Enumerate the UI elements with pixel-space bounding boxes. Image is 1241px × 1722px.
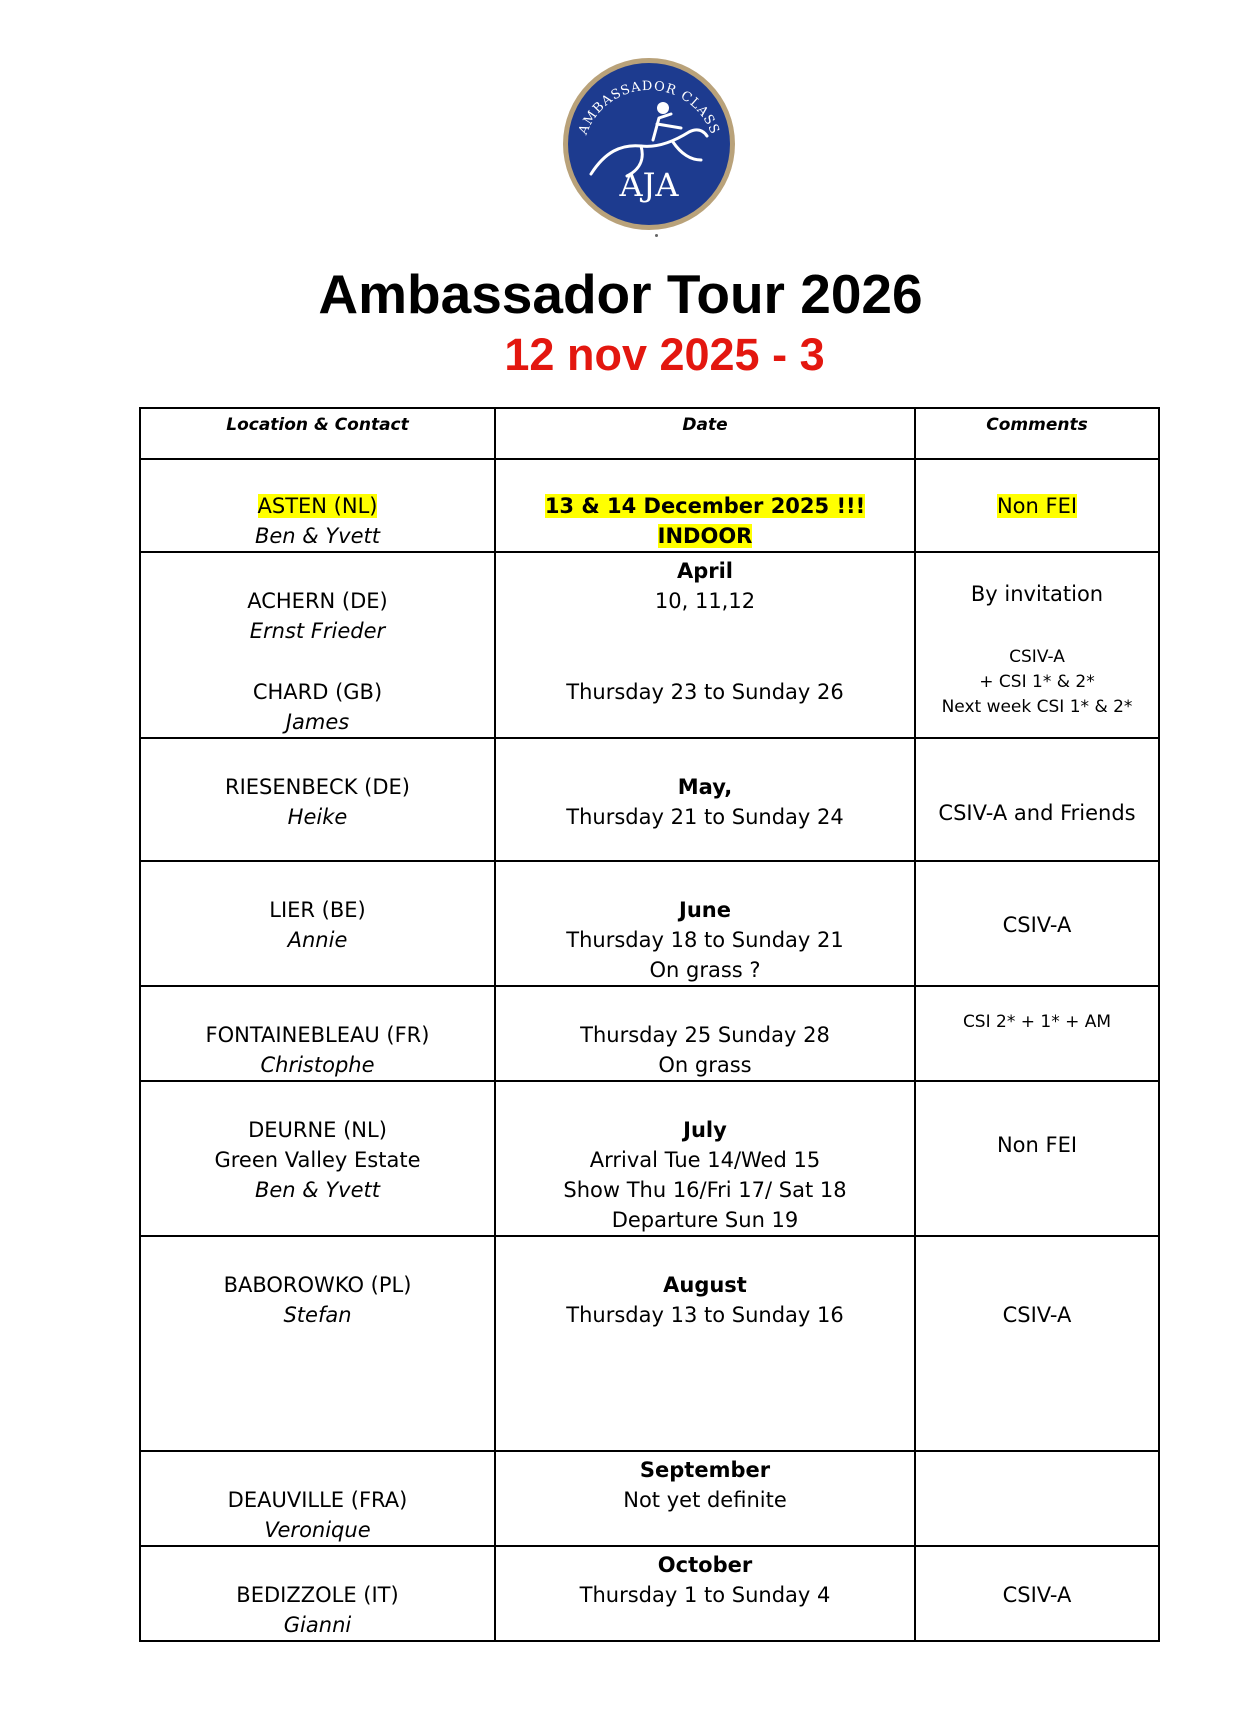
location-cell [140,1236,495,1451]
comment-cell [915,738,1159,861]
table-row [140,861,1159,986]
date-text: Thursday 21 to Sunday 24 [566,805,844,829]
comment-cell [915,1546,1159,1641]
comment-text: CSIV-A [1009,647,1065,667]
logo-monogram: AJA [619,166,679,204]
comment-text: CSIV-A [1002,913,1072,937]
contact-name: Christophe [260,1053,375,1077]
comment-text: CSIV-A [1002,1303,1072,1327]
decorative-dot [655,234,658,237]
contact-name: Stefan [283,1303,352,1327]
date-cell [495,1546,915,1641]
date-cell [495,1236,915,1451]
comment-cell [915,1081,1159,1236]
table-row [140,459,1159,552]
table-row [140,738,1159,861]
date-note: On grass ? [649,958,761,982]
comment-text: CSIV-A and Friends [938,801,1136,825]
comment-text: Next week CSI 1* & 2* [941,697,1133,717]
comment-text: By invitation [970,582,1104,606]
comment-cell [915,459,1159,552]
date-cell [495,1451,915,1546]
location-name: DEAUVILLE (FRA) [227,1488,408,1512]
arrival-text: Arrival Tue 14/Wed 15 [589,1148,821,1172]
page-subtitle: 12 nov 2025 - 3 [504,329,825,380]
contact-name: Annie [287,928,348,952]
header-date: Date [495,408,915,459]
header-location: Location & Contact [140,408,495,459]
month-label: June [679,898,731,922]
table-row [140,552,1159,738]
comment-cell [915,552,1159,738]
location-cell [140,459,495,552]
contact-name: Veronique [264,1518,371,1542]
date-text: Thursday 18 to Sunday 21 [566,928,844,952]
indoor-label: INDOOR [657,524,753,548]
date-text: Thursday 1 to Sunday 4 [579,1583,831,1607]
contact-name: James [285,710,350,734]
header-comments: Comments [915,408,1159,459]
logo-ring-text: AMBASSADOR CLASS [575,78,723,137]
table-row [140,986,1159,1081]
date-cell [495,1081,915,1236]
page-title: Ambassador Tour 2026 [318,263,923,325]
comment-text: CSIV-A [1002,1583,1072,1607]
location-cell [140,738,495,861]
venue-name: Green Valley Estate [214,1148,421,1172]
month-label: July [683,1118,727,1142]
date-text: 13 & 14 December 2025 !!! [544,494,866,518]
date-cell [495,986,915,1081]
location-name: ACHERN (DE) [247,589,388,613]
comment-cell [915,861,1159,986]
contact-name: Ben & Yvett [254,1178,380,1202]
contact-name: Heike [287,805,348,829]
location-name: FONTAINEBLEAU (FR) [205,1023,430,1047]
table-row [140,1451,1159,1546]
contact-name: Ben & Yvett [254,524,380,548]
month-label: May, [677,775,733,799]
month-label: April [676,559,734,583]
comment-text: + CSI 1* & 2* [979,672,1095,692]
location-name: CHARD (GB) [252,680,383,704]
location-cell [140,552,495,738]
location-name: LIER (BE) [269,898,366,922]
table-row [140,1236,1159,1451]
schedule-table [139,407,1160,1642]
table-row [140,1081,1159,1236]
date-text: Thursday 25 Sunday 28 [580,1023,830,1047]
date-cell [495,861,915,986]
location-name: ASTEN (NL) [257,494,378,518]
location-cell [140,1081,495,1236]
comment-text: CSI 2* + 1* + AM [962,1012,1112,1032]
date-cell [495,459,915,552]
date-cell [495,738,915,861]
date-text: Thursday 23 to Sunday 26 [566,680,844,704]
comment-cell [915,1451,1159,1546]
date-text: Not yet definite [623,1488,787,1512]
month-label: September [639,1458,771,1482]
aja-logo [561,56,737,232]
month-label: August [663,1273,747,1297]
location-name: BABOROWKO (PL) [223,1273,412,1297]
show-text: Show Thu 16/Fri 17/ Sat 18 [563,1178,847,1202]
location-cell [140,986,495,1081]
contact-name: Ernst Frieder [249,619,386,643]
location-name: BEDIZZOLE (IT) [236,1583,399,1607]
table-header-row [140,408,1159,459]
comment-text: Non FEI [996,1133,1078,1157]
date-cell [495,552,915,738]
departure-text: Departure Sun 19 [611,1208,799,1232]
location-cell [140,861,495,986]
location-name: DEURNE (NL) [248,1118,387,1142]
location-name: RIESENBECK (DE) [225,775,410,799]
table-row [140,1546,1159,1641]
month-label: October [657,1553,753,1577]
comment-text: Non FEI [996,494,1078,518]
location-cell [140,1451,495,1546]
date-text: 10, 11,12 [654,589,756,613]
date-note: On grass [658,1053,752,1077]
date-text: Thursday 13 to Sunday 16 [566,1303,844,1327]
contact-name: Gianni [283,1613,352,1637]
location-cell [140,1546,495,1641]
comment-cell [915,1236,1159,1451]
comment-cell [915,986,1159,1081]
